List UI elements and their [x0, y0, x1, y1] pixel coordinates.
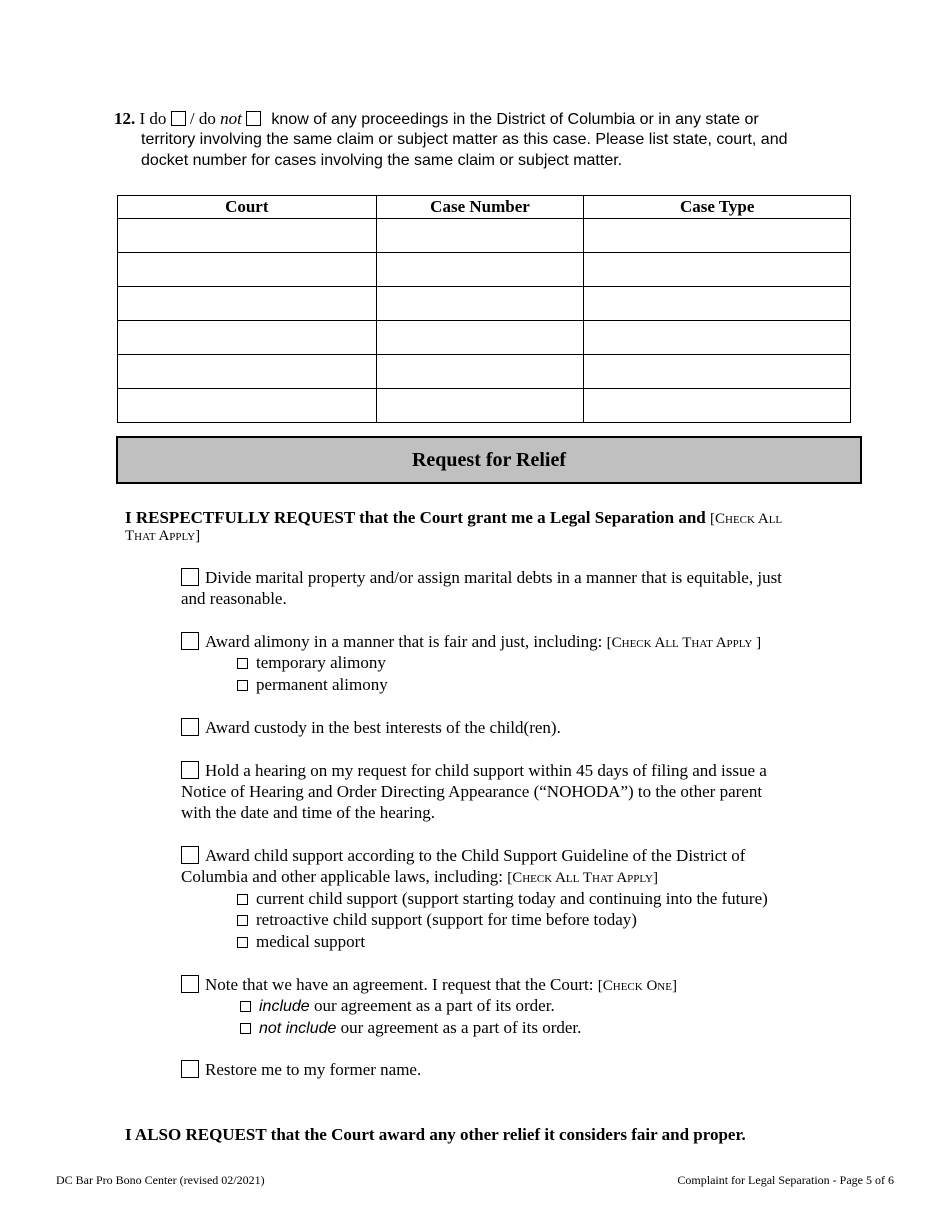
- temporary-alimony-option: [237, 652, 386, 673]
- retroactive-support-checkbox[interactable]: [237, 915, 248, 926]
- include-agreement-checkbox[interactable]: [240, 1001, 251, 1012]
- temporary-alimony-checkbox[interactable]: [237, 658, 248, 669]
- case-type-cell[interactable]: [584, 321, 851, 355]
- request-intro-tag-cont: That Apply]: [125, 528, 201, 544]
- custody-item: [181, 717, 851, 738]
- i-do-label: I do: [139, 109, 167, 128]
- child-support-line-2: Columbia and other applicable laws, including:: [181, 867, 503, 886]
- not-word: not: [220, 109, 242, 128]
- case-number-cell[interactable]: [376, 253, 584, 287]
- child-support-item: [181, 845, 851, 866]
- custody-checkbox[interactable]: [181, 718, 199, 736]
- restore-name-item: [181, 1059, 851, 1080]
- include-agreement-option: [240, 995, 555, 1017]
- court-cell[interactable]: [118, 389, 377, 423]
- retroactive-support-option: [237, 909, 637, 930]
- custody-text: Award custody in the best interests of the child(ren).: [205, 718, 561, 737]
- do-not-know-checkbox[interactable]: [246, 111, 261, 126]
- request-intro: [125, 507, 855, 530]
- court-header: Court: [118, 196, 377, 219]
- case-number-header: Case Number: [376, 196, 584, 219]
- case-type-cell[interactable]: [584, 389, 851, 423]
- hearing-line-2: Notice of Hearing and Order Directing Appearance (“NOHODA”) to the other parent: [181, 782, 763, 801]
- do-not-prefix: / do: [189, 109, 216, 128]
- restore-name-checkbox[interactable]: [181, 1060, 199, 1078]
- footer-right: Complaint for Legal Separation - Page 5 of 6: [677, 1173, 894, 1187]
- child-support-checkbox[interactable]: [181, 846, 199, 864]
- table-row: [118, 253, 851, 287]
- alimony-tag: [Check All That Apply ]: [606, 635, 762, 651]
- case-number-cell[interactable]: [376, 219, 584, 253]
- case-type-header: Case Type: [584, 196, 851, 219]
- alimony-item: [181, 631, 851, 654]
- case-number-cell[interactable]: [376, 355, 584, 389]
- hearing-line-1: Hold a hearing on my request for child support within 45 days of filing and issue a: [205, 761, 767, 780]
- child-support-line-2-row: [181, 866, 851, 889]
- case-number-cell[interactable]: [376, 321, 584, 355]
- court-cell[interactable]: [118, 253, 377, 287]
- medical-support-label: medical support: [256, 932, 366, 951]
- question-line-2: territory involving the same claim or subject matter as this case. Please list state, court, and: [141, 131, 788, 148]
- question-12: [114, 108, 854, 130]
- permanent-alimony-label: permanent alimony: [256, 675, 388, 694]
- retroactive-support-label: retroactive child support (support for time before today): [256, 910, 637, 929]
- agreement-text: Note that we have an agreement. I request that the Court:: [205, 975, 594, 994]
- include-agreement-rest: our agreement as a part of its order.: [313, 996, 555, 1015]
- not-include-agreement-checkbox[interactable]: [240, 1023, 251, 1034]
- permanent-alimony-checkbox[interactable]: [237, 680, 248, 691]
- table-row: [118, 219, 851, 253]
- agreement-checkbox[interactable]: [181, 975, 199, 993]
- table-row: [118, 287, 851, 321]
- not-include-agreement-rest: our agreement as a part of its order.: [340, 1018, 582, 1037]
- not-include-agreement-option: [240, 1017, 581, 1039]
- hearing-checkbox[interactable]: [181, 761, 199, 779]
- restore-name-text: Restore me to my former name.: [205, 1060, 422, 1079]
- case-type-cell[interactable]: [584, 219, 851, 253]
- proceedings-table: [117, 195, 851, 423]
- case-type-cell[interactable]: [584, 355, 851, 389]
- table-header-row: [118, 196, 851, 219]
- court-cell[interactable]: [118, 287, 377, 321]
- divide-property-item: [181, 567, 851, 588]
- question-line-1: know of any proceedings in the District of Columbia or in any state or: [271, 111, 759, 128]
- current-support-label: current child support (support starting today and continuing into the future): [256, 889, 768, 908]
- child-support-line-1: Award child support according to the Child Support Guideline of the District of: [205, 846, 746, 865]
- medical-support-option: [237, 931, 365, 952]
- agreement-item: [181, 974, 851, 997]
- court-cell[interactable]: [118, 355, 377, 389]
- request-intro-bold: I RESPECTFULLY REQUEST that the Court grant me a Legal Separation and: [125, 508, 706, 527]
- permanent-alimony-option: [237, 674, 388, 695]
- divide-property-line-1: Divide marital property and/or assign marital debts in a manner that is equitable, just: [205, 568, 782, 587]
- medical-support-checkbox[interactable]: [237, 937, 248, 948]
- case-number-cell[interactable]: [376, 287, 584, 321]
- request-intro-tag: [Check All: [710, 511, 783, 527]
- agreement-tag: [Check One]: [597, 978, 677, 994]
- current-support-option: [237, 888, 768, 909]
- table-row: [118, 321, 851, 355]
- question-line-3: docket number for cases involving the same claim or subject matter.: [141, 152, 623, 169]
- case-type-cell[interactable]: [584, 253, 851, 287]
- table-row: [118, 355, 851, 389]
- case-number-cell[interactable]: [376, 389, 584, 423]
- include-word: include: [259, 998, 310, 1015]
- question-number: 12.: [114, 109, 136, 128]
- not-include-word: not include: [259, 1020, 337, 1037]
- hearing-line-3: with the date and time of the hearing.: [181, 803, 435, 822]
- alimony-text: Award alimony in a manner that is fair and just, including:: [205, 632, 603, 651]
- court-cell[interactable]: [118, 219, 377, 253]
- current-support-checkbox[interactable]: [237, 894, 248, 905]
- court-cell[interactable]: [118, 321, 377, 355]
- alimony-checkbox[interactable]: [181, 632, 199, 650]
- footer-left: DC Bar Pro Bono Center (revised 02/2021): [56, 1173, 265, 1187]
- temporary-alimony-label: temporary alimony: [256, 653, 386, 672]
- child-support-tag: [Check All That Apply]: [507, 870, 658, 886]
- divide-property-checkbox[interactable]: [181, 568, 199, 586]
- do-know-checkbox[interactable]: [171, 111, 186, 126]
- request-for-relief-banner: Request for Relief: [116, 436, 862, 484]
- hearing-item: [181, 760, 851, 781]
- also-request: I ALSO REQUEST that the Court award any other relief it considers fair and proper.: [125, 1125, 746, 1144]
- case-type-cell[interactable]: [584, 287, 851, 321]
- divide-property-line-2: and reasonable.: [181, 589, 287, 608]
- table-row: [118, 389, 851, 423]
